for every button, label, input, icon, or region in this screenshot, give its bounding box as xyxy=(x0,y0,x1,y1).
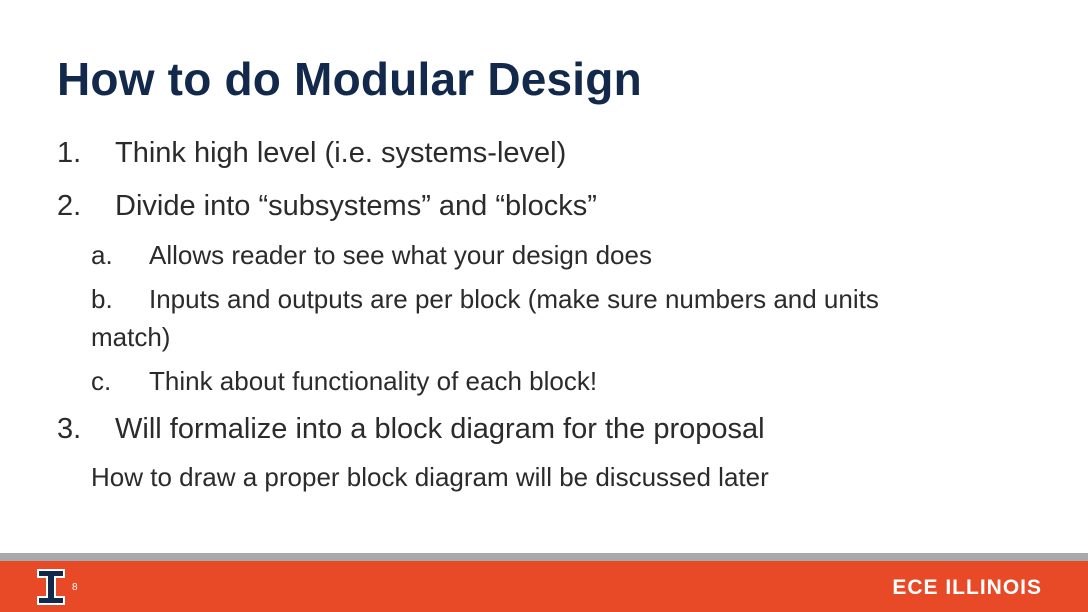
sub-list-item-continuation: match) xyxy=(91,322,171,352)
list-item-text: Divide into “subsystems” and “blocks” xyxy=(115,190,597,222)
sub-list-item-text: Think about functionality of each block! xyxy=(149,366,598,396)
footer-stripe xyxy=(0,553,1088,561)
sub-list-item-letter: b. xyxy=(91,284,113,314)
list-item-text: Think high level (i.e. systems-level) xyxy=(115,137,567,169)
page-number: 8 xyxy=(72,582,78,593)
slide-note: How to draw a proper block diagram will be discussed later xyxy=(91,462,769,492)
list-item xyxy=(57,192,597,221)
illinois-block-i-icon xyxy=(37,569,65,605)
sub-list-item-text: Inputs and outputs are per block (make sure numbers and units xyxy=(149,284,879,314)
sub-list-item-text: Allows reader to see what your design does xyxy=(149,240,652,270)
list-item-number: 1. xyxy=(57,137,82,169)
brand-wordmark: ECE ILLINOIS xyxy=(892,576,1042,599)
list-item-number: 2. xyxy=(57,190,82,222)
slide-title: How to do Modular Design xyxy=(57,53,642,105)
list-item-text: Will formalize into a block diagram for the proposal xyxy=(115,413,765,445)
list-item-number: 3. xyxy=(57,413,82,445)
list-item xyxy=(57,415,765,444)
sub-list-item xyxy=(91,286,879,312)
sub-list-item xyxy=(91,242,652,268)
sub-list-item-letter: c. xyxy=(91,366,112,396)
sub-list-item-letter: a. xyxy=(91,240,113,270)
sub-list-item xyxy=(91,368,597,394)
list-item xyxy=(57,139,566,168)
